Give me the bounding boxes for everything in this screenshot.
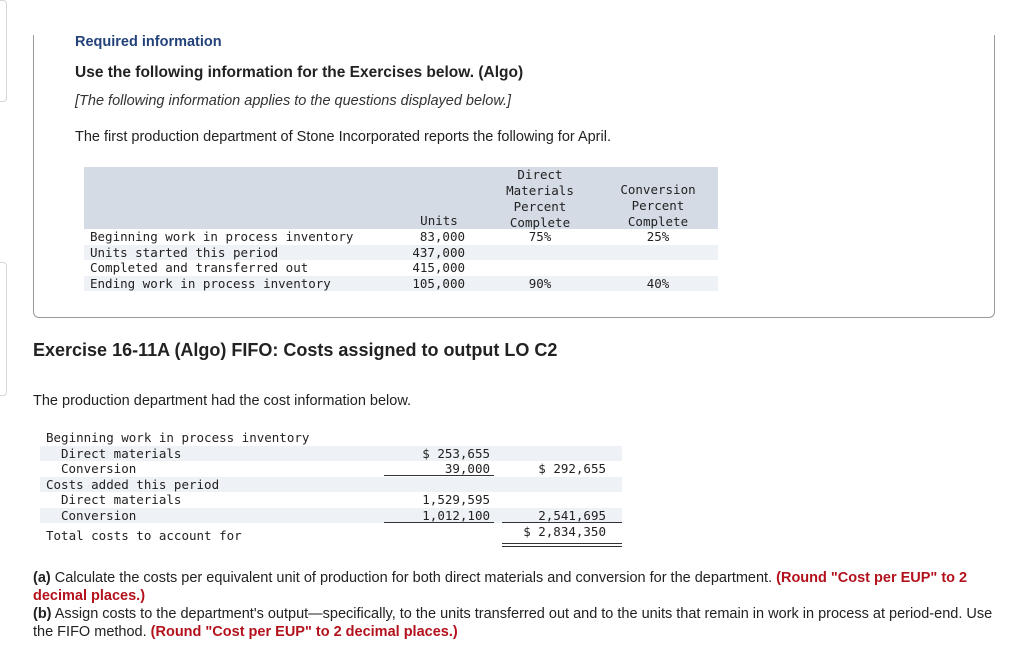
- required-info-heading: Required information: [75, 34, 222, 50]
- add-dm-value: 1,529,595: [422, 492, 490, 507]
- row-label: Beginning work in process inventory: [90, 229, 354, 244]
- edge-mark: [0, 262, 7, 396]
- table-row: [40, 508, 622, 524]
- add-total-value: 2,541,695: [538, 507, 606, 523]
- row-label: Completed and transferred out: [90, 260, 309, 275]
- table-row: [84, 245, 718, 261]
- production-table-header: [84, 167, 718, 229]
- exercise-title: Exercise 16-11A (Algo) FIFO: Costs assigned to output LO C2: [33, 340, 558, 360]
- row-units: 105,000: [412, 275, 465, 291]
- question-a-text: Calculate the costs per equivalent unit of production for both direct materials and conversion for the department.: [50, 570, 777, 586]
- table-row: [40, 430, 622, 446]
- beg-dm-label: Direct materials: [61, 445, 182, 461]
- add-dm-label: Direct materials: [61, 492, 182, 507]
- applies-note: [The following information applies to the questions displayed below.]: [75, 93, 512, 109]
- table-row: [40, 446, 622, 462]
- add-conv-value: 1,012,100: [422, 507, 490, 523]
- question-a-prefix: (a): [33, 570, 51, 586]
- table-row: [40, 477, 622, 493]
- double-underline-rule: [502, 546, 622, 547]
- table-row: [84, 276, 718, 292]
- grand-total-value: $ 2,834,350: [523, 524, 606, 539]
- intro-text: The first production department of Stone Incorporated reports the following for April.: [75, 129, 611, 145]
- row-conv-pct: 40%: [646, 275, 670, 291]
- header-units: Units: [420, 213, 458, 228]
- row-label: Units started this period: [90, 244, 279, 260]
- use-info-heading: Use the following information for the Exercises below. (Algo): [75, 64, 524, 81]
- beg-total-value: $ 292,655: [538, 461, 606, 476]
- row-units: 83,000: [419, 229, 465, 244]
- header-conversion: Conversion Percent Complete: [620, 182, 696, 229]
- row-units: 415,000: [412, 260, 465, 275]
- row-units: 437,000: [412, 244, 465, 260]
- double-underline-rule: [502, 543, 622, 544]
- underline-rule: [384, 475, 494, 476]
- costs-added-label: Costs added this period: [46, 476, 220, 492]
- table-row: [84, 260, 718, 276]
- underline-rule: [502, 522, 622, 523]
- add-conv-label: Conversion: [61, 507, 137, 523]
- question-b-note: (Round "Cost per EUP" to 2 decimal places.): [150, 624, 458, 640]
- table-row: [40, 524, 622, 540]
- underline-rule: [384, 522, 494, 523]
- question-a-note: (Round "Cost per EUP" to 2 decimal places.): [33, 570, 968, 604]
- row-dm-pct: 90%: [528, 275, 552, 291]
- question-b-text: Assign costs to the department's output—specifically, to the units transferred out and to the units that remain in work in process at period-end. Use the FIFO method.: [33, 606, 993, 640]
- header-direct-materials: Direct Materials Percent Complete: [506, 167, 574, 230]
- question-b: [33, 605, 998, 641]
- beg-conv-label: Conversion: [61, 461, 137, 476]
- table-row: [40, 461, 622, 477]
- row-label: Ending work in process inventory: [90, 275, 331, 291]
- beg-conv-value: 39,000: [444, 461, 490, 476]
- question-a: [33, 569, 998, 605]
- row-conv-pct: 25%: [646, 229, 670, 244]
- edge-mark: [0, 0, 7, 102]
- table-row: [84, 229, 718, 245]
- cost-intro: The production department had the cost information below.: [33, 393, 412, 409]
- table-row: [40, 492, 622, 508]
- beginning-wip-label: Beginning work in process inventory: [46, 430, 310, 445]
- question-b-prefix: (b): [33, 606, 52, 622]
- total-costs-label: Total costs to account for: [46, 528, 242, 543]
- cost-table: [40, 430, 622, 548]
- beg-dm-value: $ 253,655: [422, 445, 490, 461]
- row-dm-pct: 75%: [528, 229, 552, 244]
